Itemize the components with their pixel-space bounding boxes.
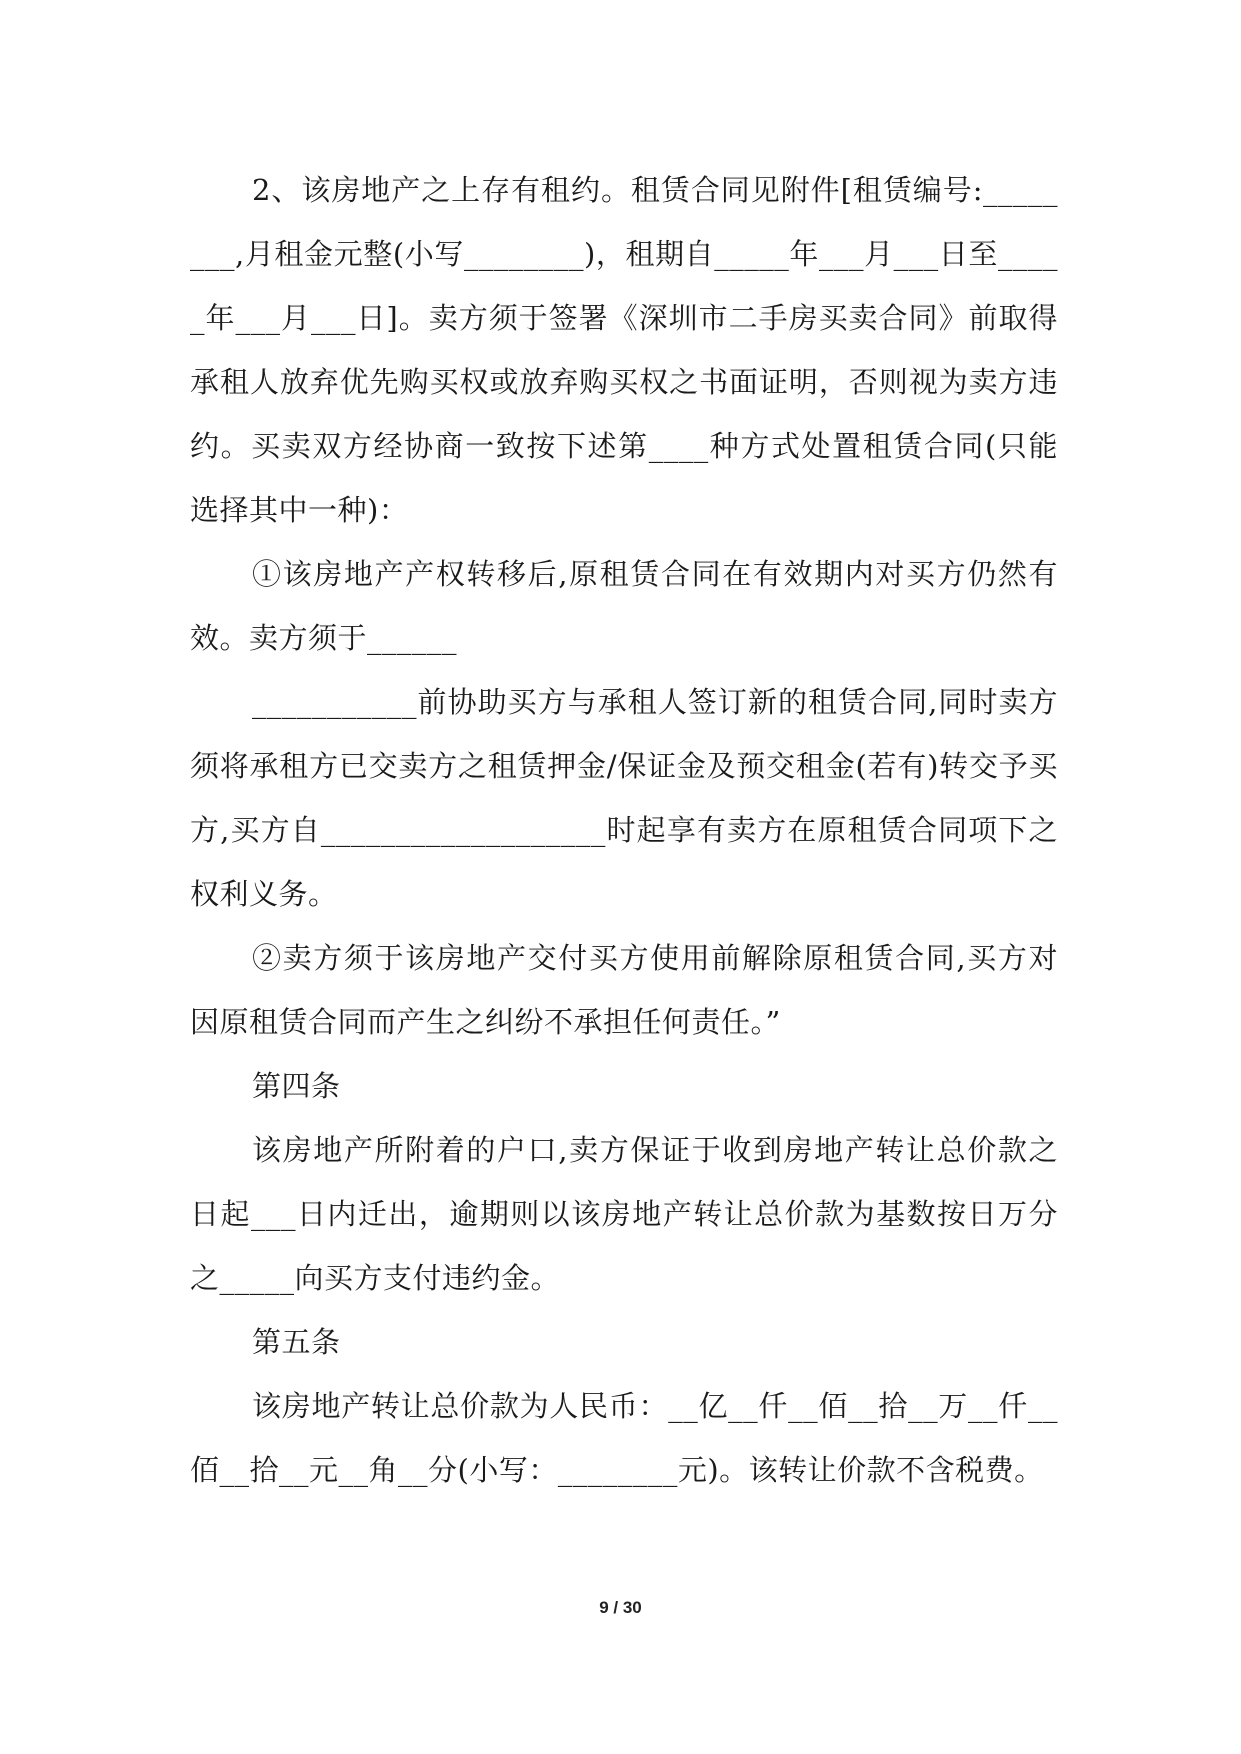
article-5-heading: 第五条 bbox=[252, 1325, 341, 1359]
paragraph-option-1: ①该房地产产权转移后,原租赁合同在有效期内对买方仍然有效。卖方须于______ bbox=[190, 557, 1058, 655]
paragraph-article-4: 该房地产所附着的户口,卖方保证于收到房地产转让总价款之日起___日内迁出，逾期则以该房地产转让总价款为基数按日万分之_____向买方支付违约金。 bbox=[190, 1133, 1058, 1295]
page-number: 9 / 30 bbox=[599, 1598, 642, 1617]
document-body bbox=[190, 158, 1058, 1502]
paragraph-option-2: ②卖方须于该房地产交付买方使用前解除原租赁合同,买方对因原租赁合同而产生之纠纷不承担任何责任。” bbox=[190, 941, 1058, 1039]
paragraph-option-1-continued: ___________前协助买方与承租人签订新的租赁合同,同时卖方须将承租方已交卖方之租赁押金/保证金及预交租金(若有)转交予买方,买方自___________________时起享有卖方在原租赁合同项下之权利义务。 bbox=[190, 685, 1058, 911]
article-4-heading: 第四条 bbox=[252, 1069, 341, 1103]
paragraph-article-5: 该房地产转让总价款为人民币：__亿__仟__佰__拾__万__仟__佰__拾__元__角__分(小写：________元)。该转让价款不含税费。 bbox=[190, 1389, 1058, 1487]
paragraph-lease-clause: 2、该房地产之上存有租约。租赁合同见附件[租赁编号:________,月租金元整(小写________)，租期自_____年___月___日至_____年___月___日]。卖方须于签署《深圳市二手房买卖合同》前取得承租人放弃优先购买权或放弃购买权之书面证明，否则视为卖方违约。买卖双方经协商一致按下述第____种方式处置租赁合同(只能选择其中一种)： bbox=[190, 173, 1058, 527]
